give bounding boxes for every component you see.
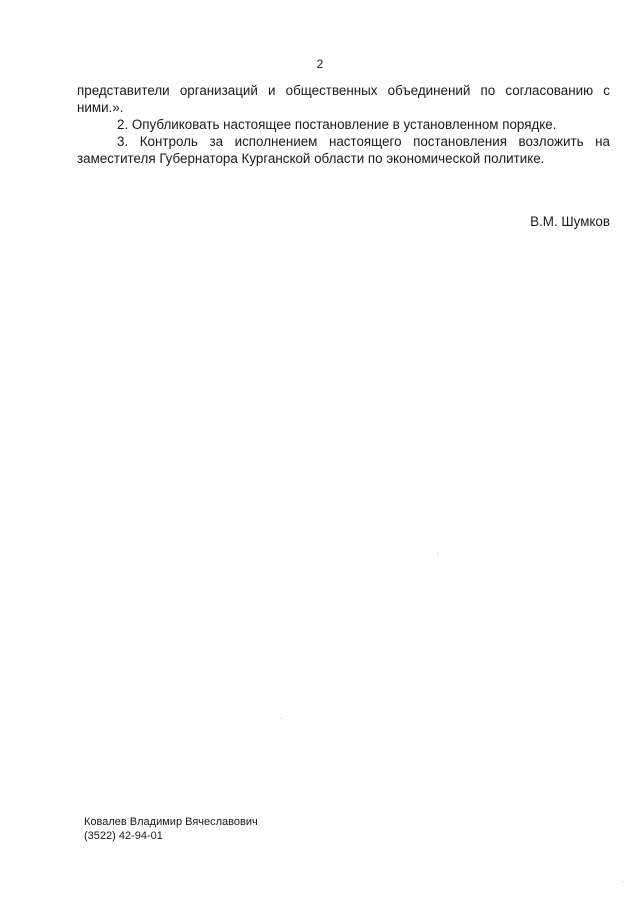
executor-phone: (3522) 42-94-01 [84, 830, 163, 842]
paragraph-control: 3. Контроль за исполнением настоящего постановления возложить на заместителя Губернатора Курганской области по экономической политике. [77, 134, 610, 166]
scan-speck [622, 881, 623, 882]
scan-speck [437, 553, 438, 554]
page-number: 2 [316, 57, 324, 71]
document-body [77, 82, 610, 167]
executor-footer [84, 815, 258, 843]
paragraph-continuation: представители организаций и общественных объединений по согласованию с ними.». [77, 83, 610, 115]
scan-speck [281, 718, 282, 719]
signature-name: В.М. Шумков [530, 214, 610, 229]
paragraph-publish: 2. Опубликовать настоящее постановление в установленном порядке. [117, 117, 557, 132]
executor-name: Ковалев Владимир Вячеславович [84, 816, 258, 828]
